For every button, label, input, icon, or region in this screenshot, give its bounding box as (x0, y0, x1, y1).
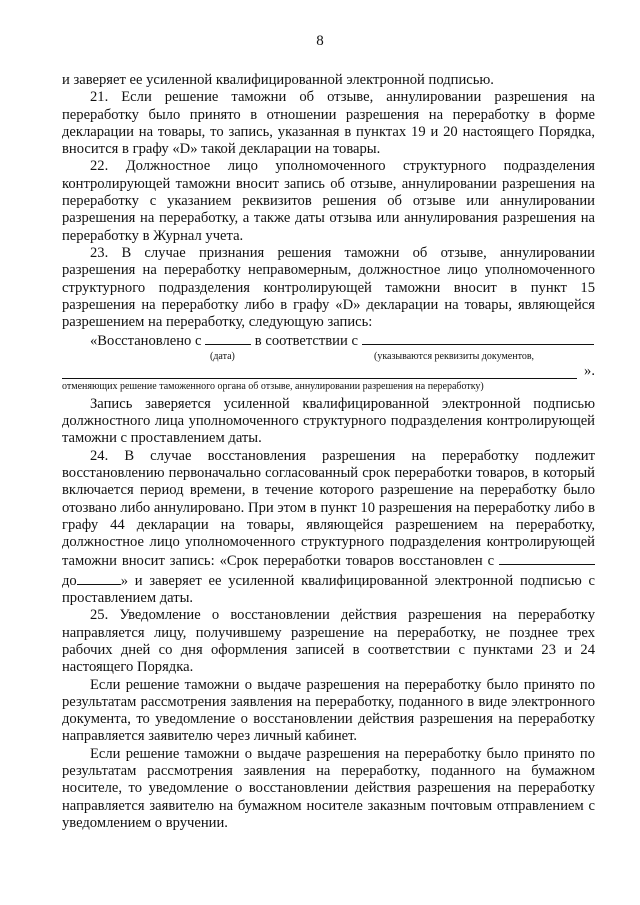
paragraph-23-signature: Запись заверяется усиленной квалифицированной электронной подписью должностного лица уполномоченного структурного подразделения контролирующей таможни с проставлением даты. (62, 395, 595, 447)
paragraph-24-mid: до (62, 572, 77, 589)
caption-documents: (указываются реквизиты документов, (374, 350, 535, 362)
form-full-line (62, 365, 595, 381)
documents-blank (362, 331, 594, 345)
paragraph-paper: Если решение таможни о выдаче разрешения на переработку было принято по результатам рассмотрения заявления на переработку, поданного на бумажном носителе, то уведомление о восстановлении действия разрешения на переработку направляется заявителю на бумажном носителе заказным почтовым отправлением с уведомлением о вручении. (62, 745, 595, 831)
form-captions (62, 351, 595, 365)
caption-tail: отменяющих решение таможенного органа об отзыве, аннулировании разрешения на переработку) (62, 380, 484, 392)
paragraph-24-end: » и заверяет ее усиленной квалифицированной электронной подписью с проставлением даты. (62, 572, 595, 607)
date-blank (205, 331, 251, 345)
form-end-text: ». (584, 363, 595, 380)
paragraph-24-text: 24. В случае восстановления разрешения на переработку подлежит восстановлению первоначально согласованный срок переработки товаров, в который включается период времени, в течение которого разрешение на переработку было отозвано либо аннулировано. При этом в пункт 10 разрешения на переработку либо в графу 44 декларации на товары, являющейся разрешением на переработку, должностное лицо уполномоченного структурного подразделения контролирующей таможни вносит запись: «Срок переработки товаров восстановлен с (62, 447, 595, 570)
start-date-blank (499, 551, 595, 565)
form-middle-text: в соответствии с (254, 333, 358, 350)
full-blank (62, 378, 577, 379)
record-form-line (62, 331, 595, 350)
form-start-text: «Восстановлено с (90, 333, 202, 350)
paragraph-electronic: Если решение таможни о выдаче разрешения на переработку было принято по результатам рассмотрения заявления на переработку, поданного в виде электронного документа, то уведомление о восстановлении действия разрешения на переработку направляется заявителю через личный кабинет. (62, 676, 595, 745)
paragraph-continuation: и заверяет ее усиленной квалифицированной электронной подписью. (62, 72, 494, 88)
caption-date: (дата) (210, 350, 235, 362)
paragraph-21: 21. Если решение таможни об отзыве, аннулировании разрешения на переработку было принято в отношении разрешения на переработку в форме декларации на товары, то запись, указанная в пунктах 19 и 20 настоящего Порядка, вносится в графу «D» такой декларации на товары. (62, 89, 595, 158)
paragraph-24 (62, 448, 595, 608)
document-body (62, 72, 595, 832)
end-date-blank (77, 571, 121, 585)
paragraph-25: 25. Уведомление о восстановлении действия разрешения на переработку направляется лицу, получившему разрешение на переработку, не позднее трех рабочих дней со дня оформления записей в соответствии с пунктами 23 и 24 настоящего Порядка. (62, 607, 595, 676)
page-number: 8 (316, 33, 324, 49)
paragraph-23: 23. В случае признания решения таможни об отзыве, аннулировании разрешения на переработку неправомерным, должностное лицо уполномоченного структурного подразделения контролирующей таможни вносит в пункт 15 разрешения на переработку либо в графу «D» декларации на товары, являющейся разрешением на переработку, следующую запись: (62, 244, 595, 331)
paragraph-22: 22. Должностное лицо уполномоченного структурного подразделения контролирующей таможни вносит запись об отзыве, аннулировании разрешения на переработку с указанием реквизитов решения об отзыве или аннулировании разрешения на переработку, а также даты отзыва или аннулирования разрешения на переработку в Журнал учета. (62, 158, 595, 244)
